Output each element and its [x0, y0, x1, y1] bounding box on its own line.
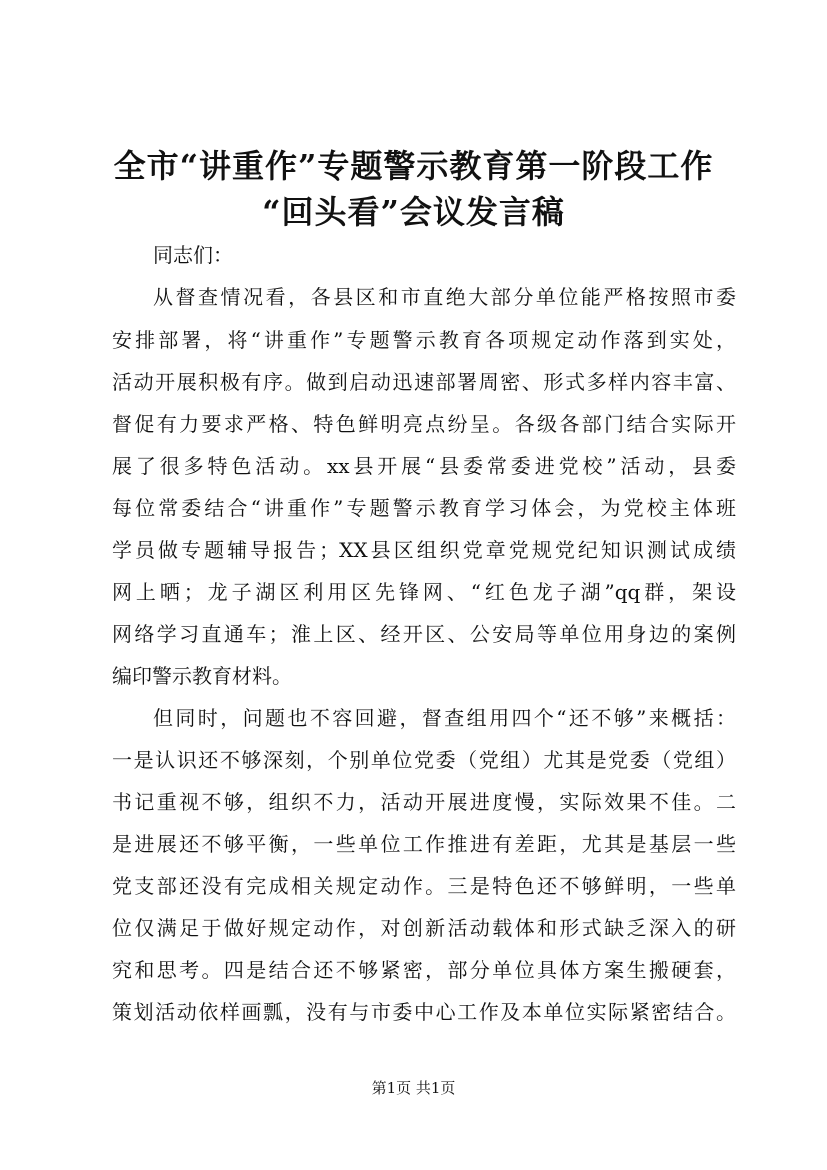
page-footer: 第1页 共1页	[371, 1079, 456, 1097]
paragraph-line: 安排部署，将“讲重作”专题警示教育各项规定动作落到实处，	[112, 328, 736, 352]
document-title-line-1: 全市“讲重作”专题警示教育第一阶段工作	[113, 147, 714, 185]
paragraph-line: 展了很多特色活动。xx县开展“县委常委进党校”活动，县委	[112, 454, 736, 478]
paragraph-line: 督促有力要求严格、特色鲜明亮点纷呈。各级各部门结合实际开	[112, 412, 736, 436]
paragraph-line: 策划活动依样画瓢，没有与市委中心工作及本单位实际紧密结合。	[112, 1000, 736, 1024]
paragraph-line: 学员做专题辅导报告；XX县区组织党章党规党纪知识测试成绩	[112, 538, 736, 562]
document-title-line-2: “回头看”会议发言稿	[262, 193, 565, 231]
salutation: 同志们：	[153, 243, 233, 267]
paragraph-line: 是进展还不够平衡，一些单位工作推进有差距，尤其是基层一些	[112, 832, 736, 856]
paragraph-line: 但同时，问题也不容回避，督查组用四个“还不够”来概括：	[153, 706, 736, 730]
paragraph-line: 从督查情况看，各县区和市直绝大部分单位能严格按照市委	[153, 285, 736, 309]
paragraph-line: 党支部还没有完成相关规定动作。三是特色还不够鲜明，一些单	[112, 874, 736, 898]
paragraph-line: 一是认识还不够深刻，个别单位党委（党组）尤其是党委（党组）	[112, 748, 736, 772]
paragraph-line: 编印警示教育材料。	[112, 664, 292, 688]
paragraph-line: 位仅满足于做好规定动作，对创新活动载体和形式缺乏深入的研	[112, 916, 736, 940]
paragraph-line: 活动开展积极有序。做到启动迅速部署周密、形式多样内容丰富、	[112, 370, 736, 394]
paragraph-line: 每位常委结合“讲重作”专题警示教育学习体会，为党校主体班	[112, 496, 736, 520]
paragraph-line: 究和思考。四是结合还不够紧密，部分单位具体方案生搬硬套，	[112, 958, 736, 982]
paragraph-line: 网络学习直通车；淮上区、经开区、公安局等单位用身边的案例	[112, 622, 736, 646]
paragraph-line: 书记重视不够，组织不力，活动开展进度慢，实际效果不佳。二	[112, 790, 736, 814]
paragraph-line: 网上晒；龙子湖区利用区先锋网、“红色龙子湖”qq群，架设	[112, 580, 736, 604]
